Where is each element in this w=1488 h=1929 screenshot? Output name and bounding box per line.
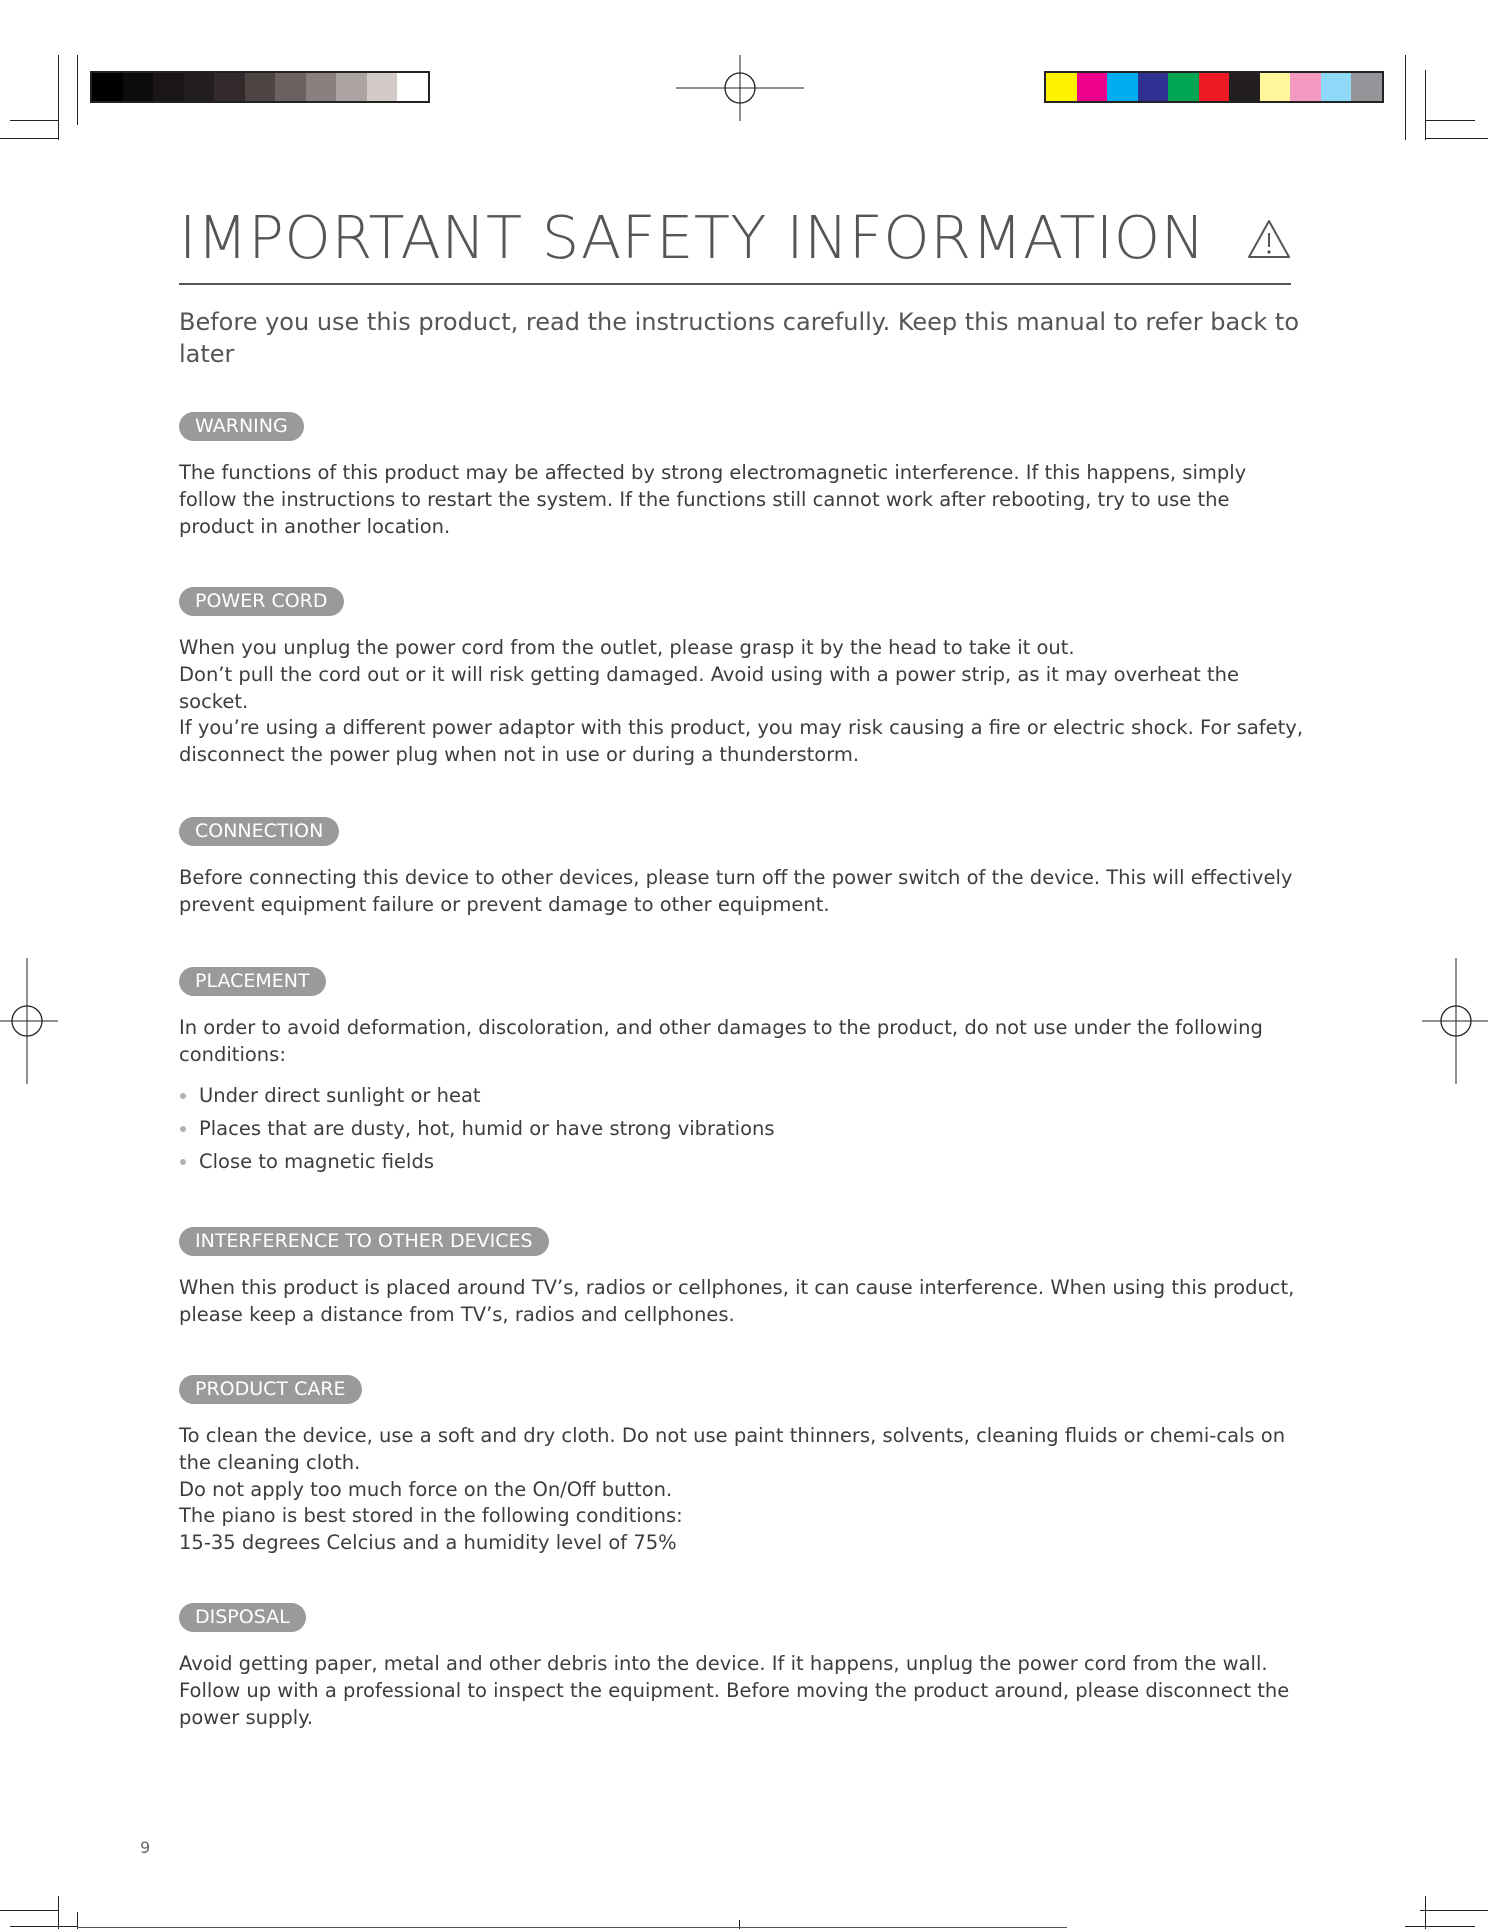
color-swatch (245, 73, 276, 101)
color-swatch (397, 73, 428, 101)
section-power-cord (179, 587, 1309, 769)
registration-mark-icon (1422, 958, 1488, 1084)
color-swatch (1077, 73, 1108, 101)
page-title: IMPORTANT SAFETY INFORMATION (179, 203, 1206, 272)
color-swatch (153, 73, 184, 101)
color-swatch (123, 73, 154, 101)
crop-mark (1425, 1896, 1426, 1929)
color-swatch (367, 73, 398, 101)
paragraph: Avoid getting paper, metal and other debris into the device. If it happens, unplug the power cord from the wall. Follow up with a professional to inspect the equipment. Before moving the product around, please disconnect the power supply. (179, 1652, 1290, 1729)
intro-text: Before you use this product, read the instructions carefully. Keep this manual to refer back to later (179, 308, 1299, 368)
color-swatch (1229, 73, 1260, 101)
crop-mark (1425, 138, 1488, 139)
paragraph: 15-35 degrees Celcius and a humidity level of 75% (179, 1531, 677, 1555)
crop-mark (0, 1910, 58, 1911)
crop-mark (0, 138, 58, 139)
grayscale-calibration-strip (90, 71, 430, 103)
title-divider (179, 283, 1291, 285)
section-warning (179, 412, 1309, 540)
crop-mark (58, 1896, 59, 1929)
color-swatch (92, 73, 123, 101)
paragraph: To clean the device, use a soft and dry cloth. Do not use paint thinners, solvents, cleaning fluids or chemi-cals on the cleaning cloth. (179, 1424, 1286, 1474)
section-body (179, 1275, 1309, 1329)
color-swatch (1260, 73, 1291, 101)
section-body (179, 460, 1309, 540)
color-swatch (1290, 73, 1321, 101)
crop-mark (1425, 70, 1426, 140)
color-swatch (1138, 73, 1169, 101)
section-heading: PLACEMENT (179, 967, 326, 996)
registration-mark-icon (0, 958, 58, 1084)
crop-mark (1405, 55, 1406, 140)
paragraph: When you unplug the power cord from the outlet, please grasp it by the head to take it out. (179, 636, 1075, 659)
color-swatch (1199, 73, 1230, 101)
color-swatch (336, 73, 367, 101)
paragraph: Don’t pull the cord out or it will risk getting damaged. Avoid using with a power strip, as it may overheat the socket. (179, 662, 1239, 713)
condition-list (179, 1079, 1309, 1178)
section-heading: WARNING (179, 412, 304, 441)
section-heading: DISPOSAL (179, 1603, 306, 1632)
warning-triangle-icon (1246, 218, 1292, 260)
section-body (179, 635, 1309, 769)
paragraph: In order to avoid deformation, discoloration, and other damages to the product, do not use under the following conditions: (179, 1016, 1263, 1066)
paragraph: Do not apply too much force on the On/Off button. (179, 1477, 673, 1501)
section-interference (179, 1227, 1309, 1329)
color-swatch (1351, 73, 1382, 101)
paragraph: When this product is placed around TV’s, radios or cellphones, it can cause interference. When using this product, please keep a distance from TV’s, radios and cellphones. (179, 1276, 1295, 1326)
paragraph: Before connecting this device to other devices, please turn off the power switch of the device. This will effectively prevent equipment failure or prevent damage to other equipment. (179, 866, 1293, 916)
section-product-care (179, 1375, 1309, 1557)
color-swatch (306, 73, 337, 101)
color-swatch (275, 73, 306, 101)
registration-mark-icon (676, 55, 804, 121)
color-swatch (214, 73, 245, 101)
section-body (179, 1423, 1309, 1557)
crop-mark (77, 55, 78, 125)
color-swatch (1107, 73, 1138, 101)
crop-mark (58, 55, 59, 140)
crop-mark (77, 1927, 1067, 1928)
color-calibration-strip (1044, 71, 1384, 103)
crop-mark (10, 1926, 78, 1927)
color-swatch (1168, 73, 1199, 101)
paragraph: The piano is best stored in the following conditions: (179, 1504, 683, 1528)
crop-mark (1425, 120, 1475, 121)
section-heading: PRODUCT CARE (179, 1375, 362, 1404)
section-body (179, 1015, 1309, 1069)
section-body (179, 865, 1309, 919)
color-swatch (184, 73, 215, 101)
paragraph: If you’re using a different power adaptor with this product, you may risk causing a fire or electric shock. For safety, disconnect the power plug when not in use or during a thunderstorm. (179, 716, 1304, 767)
list-item: Places that are dusty, hot, humid or have strong vibrations (179, 1112, 1309, 1145)
section-connection (179, 817, 1309, 919)
color-swatch (1321, 73, 1352, 101)
section-body (179, 1651, 1309, 1731)
section-heading: CONNECTION (179, 817, 339, 846)
crop-mark (10, 120, 58, 121)
section-heading: POWER CORD (179, 587, 344, 616)
color-swatch (1046, 73, 1077, 101)
crop-mark (1420, 1910, 1488, 1911)
section-heading: INTERFERENCE TO OTHER DEVICES (179, 1227, 549, 1256)
page-number: 9 (140, 1838, 151, 1857)
section-disposal (179, 1603, 1309, 1731)
list-item: Close to magnetic fields (179, 1145, 1309, 1178)
paragraph: The functions of this product may be affected by strong electromagnetic interference. If this happens, simply follow the instructions to restart the system. If the functions still cannot work after rebooting, try to use the product in another location. (179, 461, 1247, 538)
section-placement (179, 967, 1309, 1178)
crop-mark (1405, 1926, 1475, 1927)
list-item: Under direct sunlight or heat (179, 1079, 1309, 1112)
